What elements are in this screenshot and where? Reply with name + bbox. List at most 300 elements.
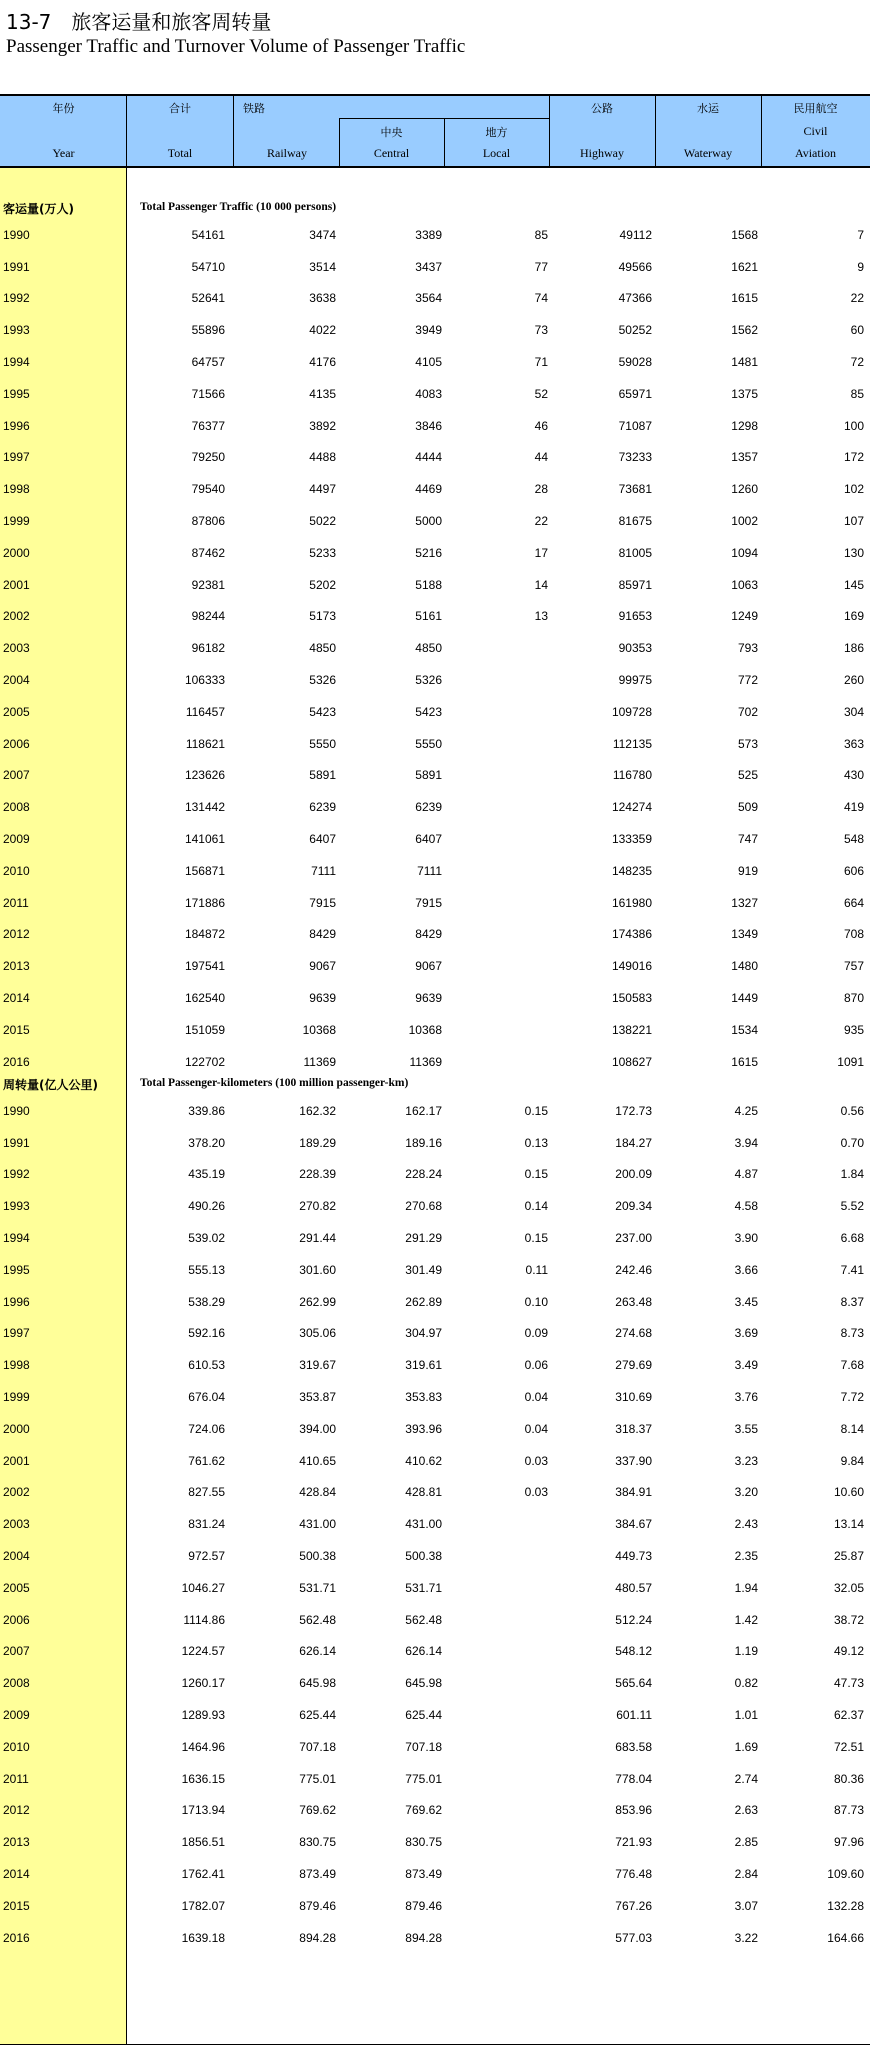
cell-highway: 49112	[619, 227, 652, 242]
cell-waterway: 1298	[731, 418, 758, 433]
cell-civil: 102	[843, 482, 864, 497]
cell-central: 262.89	[405, 1294, 442, 1309]
cell-year: 2014	[3, 1867, 30, 1881]
cell-highway: 81005	[618, 545, 652, 560]
cell-total: 55896	[191, 323, 225, 338]
table-row	[0, 415, 870, 437]
cell-year: 2012	[3, 1803, 30, 1818]
cell-total: 106333	[184, 673, 225, 687]
cell-civil: 38.72	[833, 1612, 864, 1627]
cell-central: 393.96	[405, 1421, 442, 1436]
cell-waterway: 3.49	[734, 1358, 758, 1373]
table-row	[0, 1322, 870, 1344]
cell-year: 2012	[3, 927, 30, 942]
table-row	[0, 1481, 870, 1503]
cell-civil: 8.14	[840, 1421, 864, 1436]
table-row	[0, 1354, 870, 1376]
cell-local: 52	[534, 386, 548, 401]
cell-year: 1996	[3, 1294, 30, 1309]
cell-central: 625.44	[405, 1708, 442, 1722]
cell-civil: 186	[843, 641, 864, 656]
cell-waterway: 3.07	[734, 1898, 758, 1913]
cell-highway: 112135	[612, 736, 652, 751]
cell-railway: 5326	[309, 673, 336, 687]
cell-railway: 11369	[303, 1054, 336, 1069]
cell-civil: 8.73	[840, 1326, 864, 1341]
cell-waterway: 525	[737, 768, 758, 783]
cell-civil: 172	[843, 450, 864, 465]
cell-local: 17	[534, 545, 548, 560]
cell-civil: 363	[843, 736, 864, 751]
header-total-cn: 合计	[169, 102, 191, 115]
cell-highway: 59028	[618, 355, 652, 369]
cell-waterway: 3.76	[734, 1390, 758, 1404]
cell-railway: 4176	[309, 355, 336, 369]
cell-civil: 260	[843, 673, 864, 687]
cell-central: 769.62	[405, 1803, 442, 1818]
cell-central: 319.61	[405, 1358, 442, 1373]
cell-railway: 626.14	[299, 1644, 336, 1659]
table-row	[0, 1195, 870, 1217]
cell-total: 1289.93	[181, 1708, 225, 1722]
cell-total: 827.55	[188, 1485, 225, 1500]
table-row	[0, 637, 870, 659]
cell-railway: 7111	[311, 863, 336, 878]
cell-year: 2009	[3, 1708, 30, 1722]
cell-central: 5188	[415, 577, 442, 592]
cell-waterway: 573	[737, 736, 758, 751]
cell-central: 4850	[415, 641, 442, 656]
cell-year: 1995	[3, 1262, 30, 1277]
cell-year: 1997	[3, 450, 30, 465]
table-row	[0, 828, 870, 850]
cell-civil: 664	[843, 895, 864, 910]
cell-waterway: 1375	[731, 386, 758, 401]
cell-civil: 85	[850, 386, 864, 401]
cell-year: 1991	[3, 259, 30, 274]
cell-waterway: 3.22	[734, 1930, 758, 1945]
cell-waterway: 3.23	[734, 1453, 758, 1468]
cell-waterway: 1621	[731, 259, 758, 274]
cell-year: 2000	[3, 1421, 30, 1436]
cell-highway: 109728	[611, 704, 652, 719]
cell-local: 0.15	[524, 1167, 548, 1182]
cell-total: 79540	[191, 482, 225, 497]
header-waterway-en: Waterway	[683, 146, 733, 160]
cell-year: 1990	[3, 227, 30, 242]
header-civil-en1: Civil	[803, 124, 828, 138]
table-row	[0, 987, 870, 1009]
cell-local: 0.03	[524, 1453, 548, 1468]
cell-highway: 776.48	[615, 1867, 652, 1881]
cell-total: 87462	[191, 545, 225, 560]
table-row	[0, 383, 870, 405]
cell-railway: 228.39	[299, 1167, 336, 1182]
cell-year: 2011	[3, 1771, 29, 1786]
table-row	[0, 605, 870, 627]
table-row	[0, 1863, 870, 1885]
page-title-cn: 13-7 旅客运量和旅客周转量	[6, 10, 272, 34]
cell-railway: 270.82	[299, 1199, 336, 1214]
cell-central: 8429	[415, 927, 442, 942]
cell-civil: 32.05	[833, 1580, 864, 1595]
cell-total: 490.26	[188, 1199, 225, 1214]
cell-highway: 548.12	[615, 1644, 652, 1659]
cell-central: 4105	[415, 355, 442, 369]
cell-total: 539.02	[188, 1231, 225, 1245]
cell-civil: 708	[843, 927, 864, 942]
cell-total: 339.86	[188, 1103, 225, 1118]
cell-railway: 5550	[309, 736, 336, 751]
cell-total: 131442	[184, 800, 225, 815]
cell-highway: 73233	[618, 450, 652, 465]
cell-highway: 337.90	[615, 1453, 652, 1468]
cell-railway: 319.67	[299, 1358, 336, 1373]
cell-central: 228.24	[405, 1167, 442, 1182]
cell-railway: 5022	[309, 514, 336, 528]
cell-central: 879.46	[405, 1898, 442, 1913]
header-waterway-cn: 水运	[697, 102, 719, 115]
cell-waterway: 1094	[731, 545, 758, 560]
cell-civil: 145	[843, 577, 864, 592]
cell-local: 73	[534, 323, 548, 338]
cell-central: 11369	[409, 1054, 442, 1069]
cell-railway: 262.99	[299, 1294, 336, 1309]
section-header	[0, 197, 870, 219]
cell-total: 162540	[184, 991, 225, 1005]
cell-civil: 7.41	[840, 1262, 864, 1277]
cell-railway: 3474	[309, 227, 336, 242]
table-row	[0, 256, 870, 278]
cell-central: 5161	[415, 609, 442, 624]
cell-central: 500.38	[405, 1549, 442, 1563]
cell-railway: 769.62	[299, 1803, 336, 1818]
cell-year: 1992	[3, 291, 30, 306]
cell-central: 5423	[415, 704, 442, 719]
cell-local: 77	[534, 259, 548, 274]
cell-waterway: 1249	[731, 609, 758, 624]
cell-highway: 91653	[618, 609, 652, 624]
cell-total: 378.20	[188, 1135, 225, 1150]
cell-waterway: 509	[737, 800, 758, 815]
table-row	[0, 542, 870, 564]
header-year-en: Year	[52, 146, 75, 160]
cell-total: 435.19	[188, 1167, 225, 1182]
cell-waterway: 1615	[731, 1054, 758, 1069]
table-row	[0, 1895, 870, 1917]
cell-highway: 209.34	[615, 1199, 652, 1214]
cell-central: 6407	[415, 832, 442, 846]
cell-highway: 721.93	[615, 1835, 652, 1850]
cell-civil: 757	[843, 959, 864, 974]
cell-total: 116457	[185, 704, 225, 719]
cell-year: 2006	[3, 736, 30, 751]
cell-waterway: 1349	[731, 927, 758, 942]
cell-total: 118621	[185, 736, 225, 751]
cell-highway: 161980	[611, 895, 652, 910]
cell-civil: 13.14	[833, 1517, 864, 1532]
cell-waterway: 1481	[731, 355, 758, 369]
cell-railway: 9639	[309, 991, 336, 1005]
cell-waterway: 1002	[731, 514, 758, 528]
table-header	[0, 94, 870, 168]
cell-total: 96182	[191, 641, 225, 656]
header-central-en: Central	[373, 146, 410, 160]
cell-railway: 6239	[309, 800, 336, 815]
table-row	[0, 923, 870, 945]
cell-railway: 625.44	[299, 1708, 336, 1722]
cell-central: 873.49	[405, 1867, 442, 1881]
cell-highway: 242.46	[615, 1262, 652, 1277]
cell-waterway: 1.94	[734, 1580, 758, 1595]
cell-total: 171886	[184, 895, 225, 910]
cell-civil: 107	[843, 514, 864, 528]
cell-year: 2008	[3, 1676, 30, 1691]
cell-year: 1990	[3, 1103, 30, 1118]
cell-civil: 109.60	[827, 1867, 864, 1881]
table-row	[0, 1386, 870, 1408]
cell-total: 1639.18	[181, 1930, 225, 1945]
table-row	[0, 1513, 870, 1535]
cell-civil: 870	[843, 991, 864, 1005]
cell-central: 9067	[415, 959, 442, 974]
cell-highway: 601.11	[616, 1708, 652, 1722]
cell-total: 1713.94	[181, 1803, 225, 1818]
cell-highway: 172.73	[615, 1103, 652, 1118]
cell-year: 1995	[3, 386, 30, 401]
cell-railway: 873.49	[299, 1867, 336, 1881]
cell-civil: 80.36	[833, 1771, 864, 1786]
table-row	[0, 1672, 870, 1694]
cell-highway: 85971	[618, 577, 652, 592]
cell-central: 3437	[415, 259, 442, 274]
cell-waterway: 3.20	[734, 1485, 758, 1500]
cell-highway: 148235	[611, 863, 652, 878]
cell-railway: 428.84	[299, 1485, 336, 1500]
table-row	[0, 510, 870, 532]
cell-local: 13	[534, 609, 548, 624]
cell-central: 830.75	[405, 1835, 442, 1850]
cell-central: 3564	[415, 291, 442, 306]
cell-central: 562.48	[405, 1612, 442, 1627]
cell-waterway: 1615	[731, 291, 758, 306]
header-civil-cn: 民用航空	[793, 102, 838, 115]
cell-civil: 1091	[837, 1054, 864, 1069]
cell-year: 2016	[3, 1930, 30, 1945]
cell-highway: 237.00	[615, 1231, 652, 1245]
cell-railway: 645.98	[299, 1676, 336, 1691]
section-title-en: Total Passenger Traffic (10 000 persons)	[140, 201, 337, 213]
cell-civil: 169	[843, 609, 864, 624]
cell-railway: 3638	[309, 291, 336, 306]
cell-highway: 565.64	[615, 1676, 652, 1691]
cell-year: 2015	[3, 1898, 30, 1913]
cell-year: 2007	[3, 768, 30, 783]
cell-railway: 5202	[309, 577, 336, 592]
cell-civil: 60	[850, 323, 864, 338]
cell-local: 28	[534, 482, 548, 497]
table-row	[0, 1640, 870, 1662]
cell-waterway: 4.58	[734, 1199, 758, 1214]
header-year-cn: 年份	[52, 102, 75, 115]
cell-year: 2000	[3, 545, 30, 560]
cell-central: 707.18	[405, 1739, 442, 1754]
cell-local: 22	[534, 514, 548, 528]
cell-central: 162.17	[405, 1103, 442, 1118]
cell-civil: 164.66	[827, 1930, 864, 1945]
cell-total: 972.57	[188, 1549, 225, 1563]
cell-year: 2006	[3, 1612, 30, 1627]
table-row	[0, 1450, 870, 1472]
cell-central: 3846	[415, 418, 442, 433]
cell-waterway: 1562	[731, 323, 758, 338]
cell-civil: 7.68	[840, 1358, 864, 1373]
cell-year: 1991	[3, 1135, 30, 1150]
cell-year: 2011	[3, 895, 29, 910]
cell-highway: 150583	[611, 991, 652, 1005]
table-row	[0, 1291, 870, 1313]
table-row	[0, 955, 870, 977]
cell-central: 775.01	[405, 1771, 442, 1786]
cell-central: 431.00	[405, 1517, 442, 1532]
cell-waterway: 1260	[731, 482, 758, 497]
cell-total: 1260.17	[181, 1676, 225, 1691]
cell-year: 1992	[3, 1167, 30, 1182]
table-row	[0, 1704, 870, 1726]
cell-highway: 512.24	[615, 1612, 652, 1627]
table-row	[0, 1163, 870, 1185]
cell-highway: 263.48	[615, 1294, 652, 1309]
cell-year: 2016	[3, 1054, 30, 1069]
cell-local: 74	[534, 291, 548, 306]
cell-highway: 174386	[611, 927, 652, 942]
section-title-en: Total Passenger-kilometers (100 million passenger-km)	[140, 1077, 409, 1089]
cell-local: 71	[534, 355, 548, 369]
cell-total: 724.06	[188, 1421, 225, 1436]
cell-year: 2013	[3, 959, 30, 974]
cell-total: 1782.07	[181, 1898, 225, 1913]
table-row	[0, 1418, 870, 1440]
cell-railway: 410.65	[299, 1453, 336, 1468]
cell-local: 0.04	[524, 1390, 548, 1404]
cell-total: 610.53	[188, 1358, 225, 1373]
cell-total: 122702	[184, 1054, 225, 1069]
section-title-cn: 客运量(万人)	[3, 202, 74, 216]
cell-railway: 353.87	[299, 1390, 336, 1404]
cell-central: 9639	[415, 991, 442, 1005]
cell-central: 626.14	[405, 1644, 442, 1659]
cell-civil: 87.73	[833, 1803, 864, 1818]
cell-civil: 8.37	[840, 1294, 864, 1309]
cell-highway: 184.27	[615, 1135, 652, 1150]
table-row	[0, 351, 870, 373]
table-row	[0, 796, 870, 818]
cell-total: 184872	[184, 927, 225, 942]
cell-railway: 5423	[309, 704, 336, 719]
cell-civil: 97.96	[833, 1835, 864, 1850]
cell-total: 87806	[191, 514, 225, 528]
cell-waterway: 793	[737, 641, 758, 656]
cell-waterway: 1.01	[734, 1708, 758, 1722]
table-row	[0, 1577, 870, 1599]
table-row	[0, 1227, 870, 1249]
cell-total: 831.24	[188, 1517, 225, 1532]
cell-civil: 49.12	[833, 1644, 864, 1659]
cell-year: 1999	[3, 1390, 30, 1404]
cell-highway: 279.69	[615, 1358, 652, 1373]
cell-railway: 894.28	[299, 1930, 336, 1945]
cell-year: 2009	[3, 832, 30, 846]
table-row	[0, 1100, 870, 1122]
cell-waterway: 1.42	[734, 1612, 758, 1627]
cell-total: 592.16	[188, 1326, 225, 1341]
cell-local: 0.14	[524, 1199, 548, 1214]
cell-year: 2013	[3, 1835, 30, 1850]
cell-central: 531.71	[405, 1580, 442, 1595]
table-row	[0, 1927, 870, 1949]
table-bottom-border	[0, 2044, 870, 2045]
cell-year: 2005	[3, 1580, 30, 1595]
table-row	[0, 892, 870, 914]
table-row	[0, 701, 870, 723]
cell-civil: 304	[843, 704, 864, 719]
cell-highway: 200.09	[615, 1167, 652, 1182]
table-row	[0, 478, 870, 500]
cell-railway: 291.44	[299, 1231, 336, 1245]
cell-central: 428.81	[405, 1485, 442, 1500]
section-header	[0, 1073, 870, 1095]
cell-highway: 767.26	[615, 1898, 652, 1913]
cell-waterway: 2.74	[734, 1771, 758, 1786]
cell-total: 151059	[184, 1022, 225, 1037]
header-civil-en2: Aviation	[794, 146, 837, 160]
cell-civil: 7.72	[840, 1390, 864, 1404]
cell-railway: 5891	[309, 768, 336, 783]
cell-civil: 0.70	[840, 1135, 864, 1150]
cell-local: 0.15	[524, 1231, 548, 1245]
cell-year: 2001	[3, 1453, 30, 1468]
cell-railway: 3892	[309, 418, 336, 433]
header-central-cn: 中央	[380, 126, 403, 139]
cell-railway: 6407	[309, 832, 336, 846]
cell-local: 0.11	[525, 1262, 548, 1277]
cell-total: 197541	[184, 959, 225, 974]
cell-railway: 4135	[309, 386, 336, 401]
cell-civil: 62.37	[833, 1708, 864, 1722]
cell-year: 2004	[3, 1549, 30, 1563]
cell-central: 645.98	[405, 1676, 442, 1691]
cell-central: 7111	[417, 863, 442, 878]
cell-railway: 162.32	[299, 1103, 336, 1118]
cell-highway: 116780	[612, 768, 652, 783]
cell-total: 676.04	[188, 1390, 225, 1404]
cell-civil: 419	[843, 800, 864, 815]
cell-waterway: 772	[737, 673, 758, 687]
table-row	[0, 287, 870, 309]
cell-year: 2003	[3, 641, 30, 656]
cell-total: 141061	[184, 832, 225, 846]
cell-central: 3389	[415, 227, 442, 242]
cell-waterway: 919	[737, 863, 758, 878]
cell-central: 301.49	[405, 1262, 442, 1277]
table-row	[0, 574, 870, 596]
cell-year: 1993	[3, 1199, 30, 1214]
cell-total: 54710	[191, 259, 225, 274]
cell-railway: 431.00	[299, 1517, 336, 1532]
cell-local: 0.15	[524, 1103, 548, 1118]
cell-railway: 301.60	[299, 1262, 336, 1277]
table-row	[0, 224, 870, 246]
